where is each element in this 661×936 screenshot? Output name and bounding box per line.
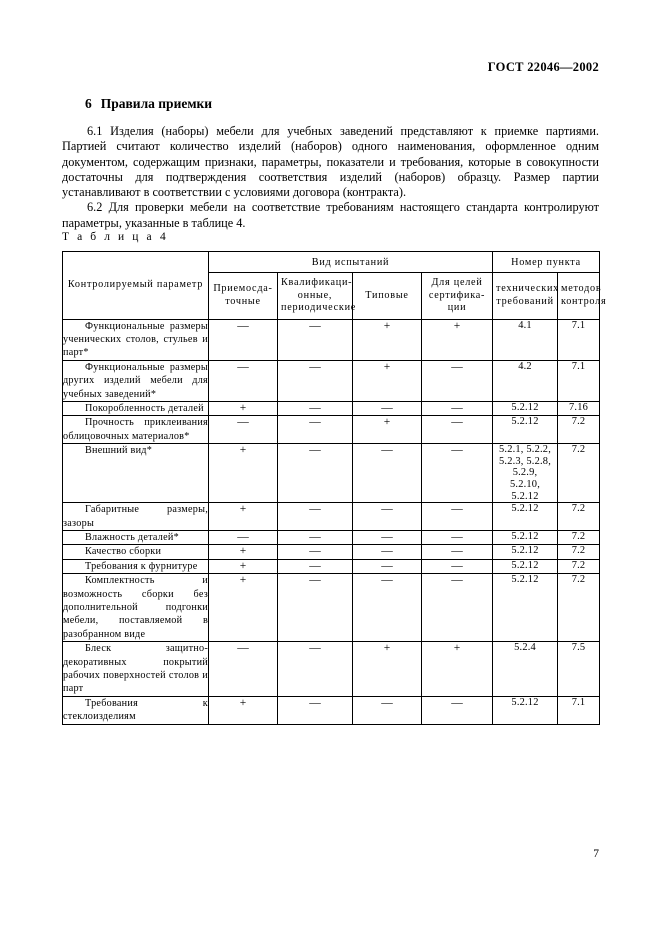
cell-type-tests: +	[353, 416, 422, 444]
table-header-group-row	[63, 252, 600, 273]
cell-certification: —	[422, 545, 493, 559]
cell-qualification: —	[278, 574, 353, 642]
cell-technical-requirements: 5.2.1, 5.2.2, 5.2.3, 5.2.8, 5.2.9, 5.2.10, 5.2.12	[493, 444, 558, 503]
cell-type-tests: +	[353, 319, 422, 360]
cell-parameter	[63, 401, 209, 415]
cell-parameter	[63, 642, 209, 697]
column-group-test-type-label: Вид испытаний	[311, 257, 390, 268]
cell-parameter-text: Прочность приклеивания облицовочных материалов*	[63, 417, 208, 442]
cell-certification: —	[422, 401, 493, 415]
column-header-type-tests-label: Типовые	[365, 289, 409, 301]
table-row	[63, 574, 600, 642]
column-header-certification	[422, 273, 493, 320]
table-row	[63, 444, 600, 503]
cell-type-tests: —	[353, 530, 422, 544]
cell-parameter	[63, 503, 209, 531]
cell-control-methods: 7.1	[558, 360, 600, 401]
cell-control-methods: 7.1	[558, 319, 600, 360]
cell-parameter-text: Функциональные размеры ученических столов, стульев и парт*	[63, 320, 208, 359]
cell-qualification: —	[278, 503, 353, 531]
table-caption-number: 4	[159, 231, 166, 243]
column-group-clause-number-label: Номер пункта	[511, 257, 581, 268]
cell-qualification: —	[278, 360, 353, 401]
section-number: 6	[85, 96, 92, 111]
cell-qualification: —	[278, 696, 353, 724]
table-body	[63, 319, 600, 724]
cell-type-tests: —	[353, 559, 422, 573]
cell-acceptance: +	[209, 503, 278, 531]
table-row	[63, 503, 600, 531]
table-row	[63, 545, 600, 559]
cell-parameter-text: Комплектность и возможность сборки без дополнительной подгонки мебели, поставляемой в разобранном виде	[63, 575, 208, 640]
table-row	[63, 319, 600, 360]
cell-type-tests: —	[353, 545, 422, 559]
cell-acceptance: +	[209, 545, 278, 559]
cell-qualification: —	[278, 545, 353, 559]
cell-qualification: —	[278, 559, 353, 573]
cell-parameter	[63, 319, 209, 360]
cell-type-tests: —	[353, 401, 422, 415]
cell-technical-requirements: 5.2.12	[493, 574, 558, 642]
column-header-parameter-label: Контролируемый параметр	[67, 279, 204, 290]
cell-control-methods: 7.2	[558, 545, 600, 559]
table-row	[63, 642, 600, 697]
cell-control-methods: 7.5	[558, 642, 600, 697]
column-header-type-tests	[353, 273, 422, 320]
cell-acceptance: +	[209, 574, 278, 642]
cell-type-tests: +	[353, 360, 422, 401]
cell-parameter-text: Покоробленность деталей	[85, 402, 204, 414]
cell-control-methods: 7.2	[558, 530, 600, 544]
cell-acceptance: —	[209, 319, 278, 360]
column-header-technical-requirements-label: технических требований	[496, 283, 560, 307]
cell-qualification: —	[278, 319, 353, 360]
column-header-technical-requirements	[493, 273, 558, 320]
table-head	[63, 252, 607, 320]
cell-certification: —	[422, 574, 493, 642]
cell-type-tests: +	[353, 642, 422, 697]
cell-technical-requirements: 4.2	[493, 360, 558, 401]
cell-acceptance: +	[209, 401, 278, 415]
cell-technical-requirements: 5.2.12	[493, 530, 558, 544]
table-4	[62, 251, 607, 725]
cell-control-methods: 7.2	[558, 416, 600, 444]
section-title: Правила приемки	[100, 96, 213, 111]
column-header-acceptance-label: Приемосда- точные	[213, 283, 273, 307]
cell-technical-requirements: 5.2.4	[493, 642, 558, 697]
cell-parameter	[63, 444, 209, 503]
body-text	[62, 124, 599, 231]
column-header-parameter	[63, 252, 209, 320]
cell-certification: —	[422, 530, 493, 544]
cell-acceptance: —	[209, 642, 278, 697]
cell-acceptance: —	[209, 416, 278, 444]
page-number: 7	[593, 848, 599, 860]
cell-technical-requirements: 5.2.12	[493, 401, 558, 415]
column-group-clause-number	[493, 252, 600, 273]
cell-parameter	[63, 545, 209, 559]
cell-parameter	[63, 559, 209, 573]
cell-control-methods: 7.2	[558, 559, 600, 573]
cell-acceptance: +	[209, 444, 278, 503]
cell-certification: —	[422, 696, 493, 724]
cell-type-tests: —	[353, 574, 422, 642]
cell-certification: +	[422, 319, 493, 360]
cell-parameter	[63, 416, 209, 444]
cell-parameter-text: Внешний вид*	[85, 445, 153, 457]
cell-control-methods: 7.16	[558, 401, 600, 415]
cell-control-methods: 7.2	[558, 574, 600, 642]
cell-certification: —	[422, 360, 493, 401]
cell-technical-requirements: 5.2.12	[493, 559, 558, 573]
cell-parameter	[63, 360, 209, 401]
cell-type-tests: —	[353, 444, 422, 503]
cell-parameter	[63, 696, 209, 724]
cell-control-methods: 7.2	[558, 503, 600, 531]
cell-technical-requirements: 5.2.12	[493, 416, 558, 444]
table-row	[63, 416, 600, 444]
cell-certification: +	[422, 642, 493, 697]
column-header-control-methods-label: методов контроля	[561, 283, 607, 307]
cell-parameter-text: Требования к фурнитуре	[85, 560, 198, 572]
cell-qualification: —	[278, 642, 353, 697]
column-header-acceptance	[209, 273, 278, 320]
cell-type-tests: —	[353, 696, 422, 724]
cell-qualification: —	[278, 444, 353, 503]
cell-parameter	[63, 574, 209, 642]
cell-technical-requirements: 5.2.12	[493, 696, 558, 724]
cell-parameter-text: Влажность деталей*	[85, 531, 179, 543]
cell-parameter	[63, 530, 209, 544]
column-header-qualification-label: Квалификаци- онные, периодические	[281, 277, 357, 313]
table-caption-label: Т а б л и ц а	[62, 231, 155, 243]
table-row	[63, 401, 600, 415]
table-row	[63, 696, 600, 724]
cell-certification: —	[422, 503, 493, 531]
table-row	[63, 530, 600, 544]
cell-parameter-text: Качество сборки	[85, 546, 162, 558]
cell-certification: —	[422, 444, 493, 503]
cell-parameter-text: Блеск защитно-декоративных покрытий рабочих поверхностей столов и парт	[63, 643, 208, 695]
cell-technical-requirements: 5.2.12	[493, 545, 558, 559]
cell-acceptance: —	[209, 530, 278, 544]
cell-parameter-text: Функциональные размеры других изделий мебели для учебных заведений*	[63, 361, 208, 400]
cell-technical-requirements: 4.1	[493, 319, 558, 360]
cell-acceptance: +	[209, 559, 278, 573]
cell-acceptance: +	[209, 696, 278, 724]
section-heading	[85, 96, 212, 112]
table-caption	[62, 231, 166, 243]
cell-type-tests: —	[353, 503, 422, 531]
table-row	[63, 559, 600, 573]
column-group-test-type	[209, 252, 493, 273]
column-header-qualification	[278, 273, 357, 320]
cell-certification: —	[422, 416, 493, 444]
column-header-certification-label: Для целей сертифика- ции	[428, 277, 486, 313]
running-head: ГОСТ 22046—2002	[487, 60, 599, 74]
table-row	[63, 360, 600, 401]
cell-parameter-text: Габаритные размеры, зазоры	[63, 504, 208, 529]
paragraph-6-1: 6.1 Изделия (наборы) мебели для учебных заведений представляют к приемке партиями. Партией считают количество изделий (наборов) одного наименования, оформленное одним документом, содержащим признаки, параметры, показатели и требования, которые в совокупности достаточны для подтверждения соответствия изделий (наборов) образцу. Размер партии устанавливают в соответствии с условиями договора (контракта).	[62, 124, 599, 200]
paragraph-6-2: 6.2 Для проверки мебели на соответствие требованиям настоящего стандарта контролируют параметры, указанные в таблице 4.	[62, 200, 599, 230]
column-header-control-methods	[558, 273, 607, 320]
cell-parameter-text: Требования к стеклоизделиям	[63, 697, 208, 723]
cell-qualification: —	[278, 530, 353, 544]
cell-certification: —	[422, 559, 493, 573]
cell-qualification: —	[278, 416, 353, 444]
cell-acceptance: —	[209, 360, 278, 401]
cell-technical-requirements: 5.2.12	[493, 503, 558, 531]
table-4-wrapper	[62, 251, 607, 725]
cell-control-methods: 7.1	[558, 696, 600, 724]
cell-control-methods: 7.2	[558, 444, 600, 503]
cell-qualification: —	[278, 401, 353, 415]
